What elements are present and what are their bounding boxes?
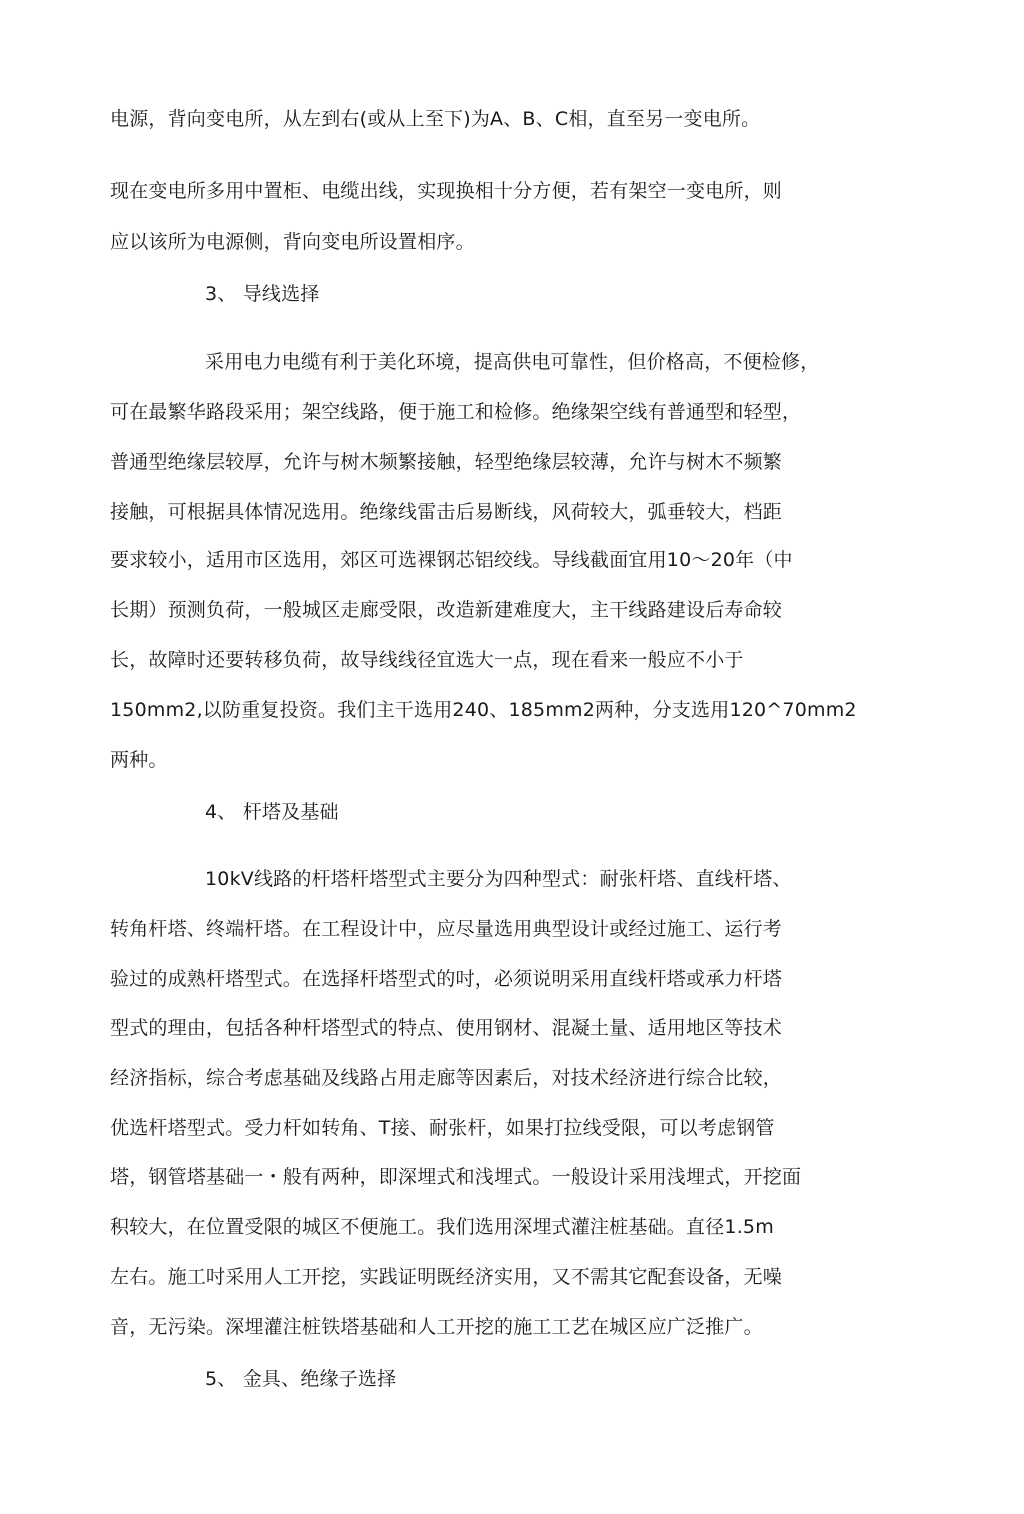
text-line: 验过的成熟杆塔型式。在选择杆塔型式的吋，必须说明采用直线杆塔或承力杆塔 — [110, 968, 783, 990]
text-line: 现在变电所多用中置柜、电缆出线，实现换相十分方便，若有架空一变电所，则 — [110, 180, 783, 202]
text-line: 普通型绝缘层较厚，允许与树木频繁接触，轻型绝缘层较薄，允许与树木不频繁 — [110, 451, 783, 473]
text-line: 积较大，在位置受限的城区不便施工。我们选用深埋式灌注桩基础。直径1.5m — [110, 1216, 774, 1238]
text-line: 转角杆塔、终端杆塔。在工程设计中，应尽量选用典型设计或经过施工、运行考 — [110, 918, 783, 940]
text-line: 音，无污染。深埋灌注桩铁塔基础和人工开挖的施工工艺在城区应广泛推广。 — [110, 1316, 763, 1338]
text-line: 型式的理由，包括各种杆塔型式的特点、使用钢材、混凝土量、适用地区等技术 — [110, 1017, 783, 1039]
text-line: 两种。 — [110, 749, 168, 771]
text-line: 长，故障时还要转移负荷，故导线线径宜选大一点，现在看来一般应不小于 — [110, 649, 744, 671]
text-line: 应以该所为电源侧，背向变电所设置相序。 — [110, 231, 475, 253]
text-line: 可在最繁华路段采用；架空线路，便于施工和检修。绝缘架空线有普通型和轻型， — [110, 401, 802, 423]
text-line: 优选杆塔型式。受力杆如转角、T接、耐张杆，如果打拉线受限，可以考虑钢管 — [110, 1117, 775, 1139]
text-line: 电源，背向变电所，从左到右(或从上至下)为A、B、C相，直至另一变电所。 — [110, 108, 761, 130]
text-line: 经济指标，综合考虑基础及线路占用走廊等因素后，对技术经济进行综合比较， — [110, 1067, 783, 1089]
section-heading-3: 3、 导线选择 — [205, 283, 320, 305]
text-line: 接触，可根据具体情况选用。绝缘线雷击后易断线，风荷较大，弧垂较大，档距 — [110, 501, 783, 523]
text-line: 150mm2,以防重复投资。我们主干选用240、185mm2两种，分支选用120^70mm2 — [110, 699, 857, 721]
text-line: 左右。施工吋采用人工开挖，实践证明既经济实用，又不需其它配套设备，无噪 — [110, 1266, 783, 1288]
section-heading-4: 4、 杆塔及基础 — [205, 801, 339, 823]
text-line: 10kV线路的杆塔杆塔型式主要分为四种型式：耐张杆塔、直线杆塔、 — [205, 868, 792, 890]
section-heading-5: 5、 金具、绝缘子选择 — [205, 1368, 397, 1390]
text-line: 要求较小，适用市区选用，郊区可选裸钢芯铝绞线。导线截面宜用10～20年（中 — [110, 549, 793, 571]
text-line: 塔，钢管塔基础一・般有两种，即深埋式和浅埋式。一般设计采用浅埋式，开挖面 — [110, 1166, 802, 1188]
text-line: 采用电力电缆有利于美化环境，提高供电可靠性，但价格高，不便检修， — [205, 351, 820, 373]
text-line: 长期）预测负荷，一般城区走廊受限，改造新建难度大，主干线路建设后寿命较 — [110, 599, 783, 621]
